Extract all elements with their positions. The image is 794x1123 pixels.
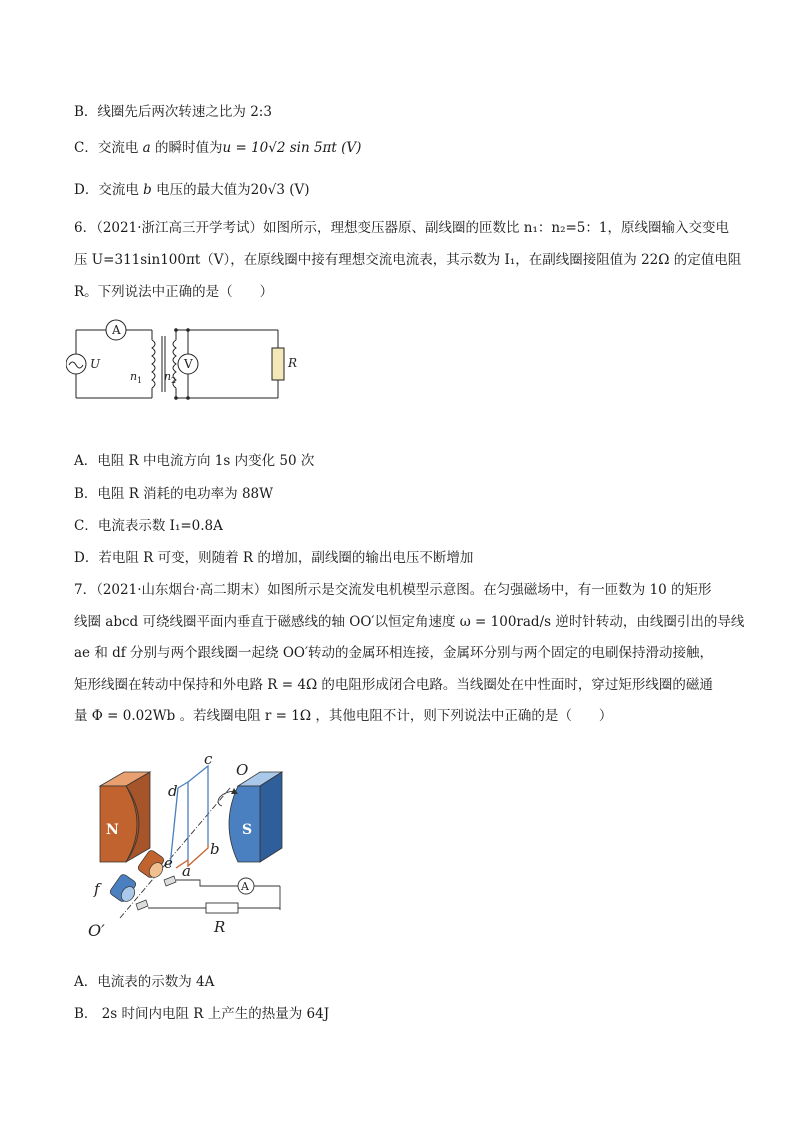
q5-option-c-var: a <box>142 140 151 156</box>
q6-option-b: B．电阻 R 消耗的电功率为 88W <box>74 486 274 502</box>
label-b: b <box>210 840 220 858</box>
q7-option-b: B． 2s 时间内电阻 R 上产生的热量为 64J <box>74 1006 330 1022</box>
q7-option-a: A．电流表的示数为 4A <box>74 974 215 990</box>
n1-label: n <box>130 370 138 383</box>
q5-option-d-var: b <box>143 182 152 198</box>
q5-option-b: B．线圈先后两次转速之比为 2:3 <box>74 104 272 120</box>
label-c: c <box>204 750 213 768</box>
transformer-circuit-diagram <box>66 318 306 404</box>
label-o: O <box>236 761 249 779</box>
q5-option-d <box>74 180 310 200</box>
label-f: f <box>94 880 100 898</box>
label-o-prime: O′ <box>88 921 105 940</box>
q5-option-c <box>74 138 361 158</box>
q7-stem-line1: 7．（2021·山东烟台·高二期末）如图所示是交流发电机模型示意图。在匀强磁场中，有一匝数为 10 的矩形 <box>74 582 712 598</box>
q6-stem-line1: 6．（2021·浙江高三开学考试）如图所示，理想变压器原、副线圈的匝数比 n₁：n₂=5：1，原线圈输入交变电 <box>74 220 729 236</box>
q7-stem-line3: ae 和 df 分别与两个跟线圈一起绕 OO′转动的金属环相连接，金属环分别与两个固定的电刷保持滑动接触， <box>74 645 714 661</box>
n1-subscript: 1 <box>137 376 143 385</box>
q7-stem-line2: 线圈 abcd 可绕线圈平面内垂直于磁感线的轴 OO′以恒定角速度 ω = 100rad/s 逆时针转动，由线圈引出的导线 <box>74 614 745 630</box>
ac-generator-diagram <box>80 748 290 944</box>
q5-option-c-mid: 的瞬时值为 <box>150 140 223 156</box>
ammeter-label: A <box>112 323 121 337</box>
q5-option-c-prefix: C．交流电 <box>74 140 143 156</box>
q5-option-d-mid: 电压的最大值为 <box>151 182 251 198</box>
slip-ring-blue <box>109 873 138 904</box>
source-label-u: U <box>90 357 101 371</box>
resistor-label: R <box>288 356 298 370</box>
label-r: R <box>214 918 226 936</box>
n2-label: n <box>164 370 172 383</box>
q6-stem-line3: R。下列说法中正确的是（ ） <box>74 284 274 300</box>
q6-stem-line2: 压 U=311sin100πt（V），在原线圈中接有理想交流电流表，其示数为 I₁，在副线圈接阻值为 22Ω 的定值电阻 <box>74 252 742 268</box>
q7-stem-line5: 量 Φ = 0.02Wb 。若线圈电阻 r = 1Ω ，其他电阻不计，则下列说法中正确的是（ ） <box>74 708 613 724</box>
q6-option-d: D．若电阻 R 可变，则随着 R 的增加，副线圈的输出电压不断增加 <box>74 550 474 566</box>
voltmeter-label: V <box>184 357 193 371</box>
q6-option-c: C．电流表示数 I₁=0.8A <box>74 518 223 534</box>
external-resistor <box>206 903 238 913</box>
label-ammeter: A <box>241 880 249 893</box>
label-e: e <box>164 854 173 872</box>
q5-option-d-prefix: D．交流电 <box>74 182 144 198</box>
q7-stem-line4: 矩形线圈在转动中保持和外电路 R = 4Ω 的电阻形成闭合电路。当线圈处在中性面时，穿过矩形线圈的磁通 <box>74 677 713 693</box>
q6-option-a: A．电阻 R 中电流方向 1s 内变化 50 次 <box>74 453 315 469</box>
label-n: N <box>106 822 119 838</box>
resistor-r <box>272 348 284 380</box>
q5-option-c-formula: u = 10√2 sin 5πt (V) <box>222 140 362 156</box>
south-magnet <box>229 772 282 862</box>
q5-option-d-formula: 20√3 (V) <box>250 182 310 198</box>
label-a: a <box>182 862 191 880</box>
n2-subscript: 2 <box>171 376 177 385</box>
north-magnet <box>100 772 150 862</box>
label-d: d <box>168 782 178 800</box>
label-s: S <box>242 822 253 838</box>
